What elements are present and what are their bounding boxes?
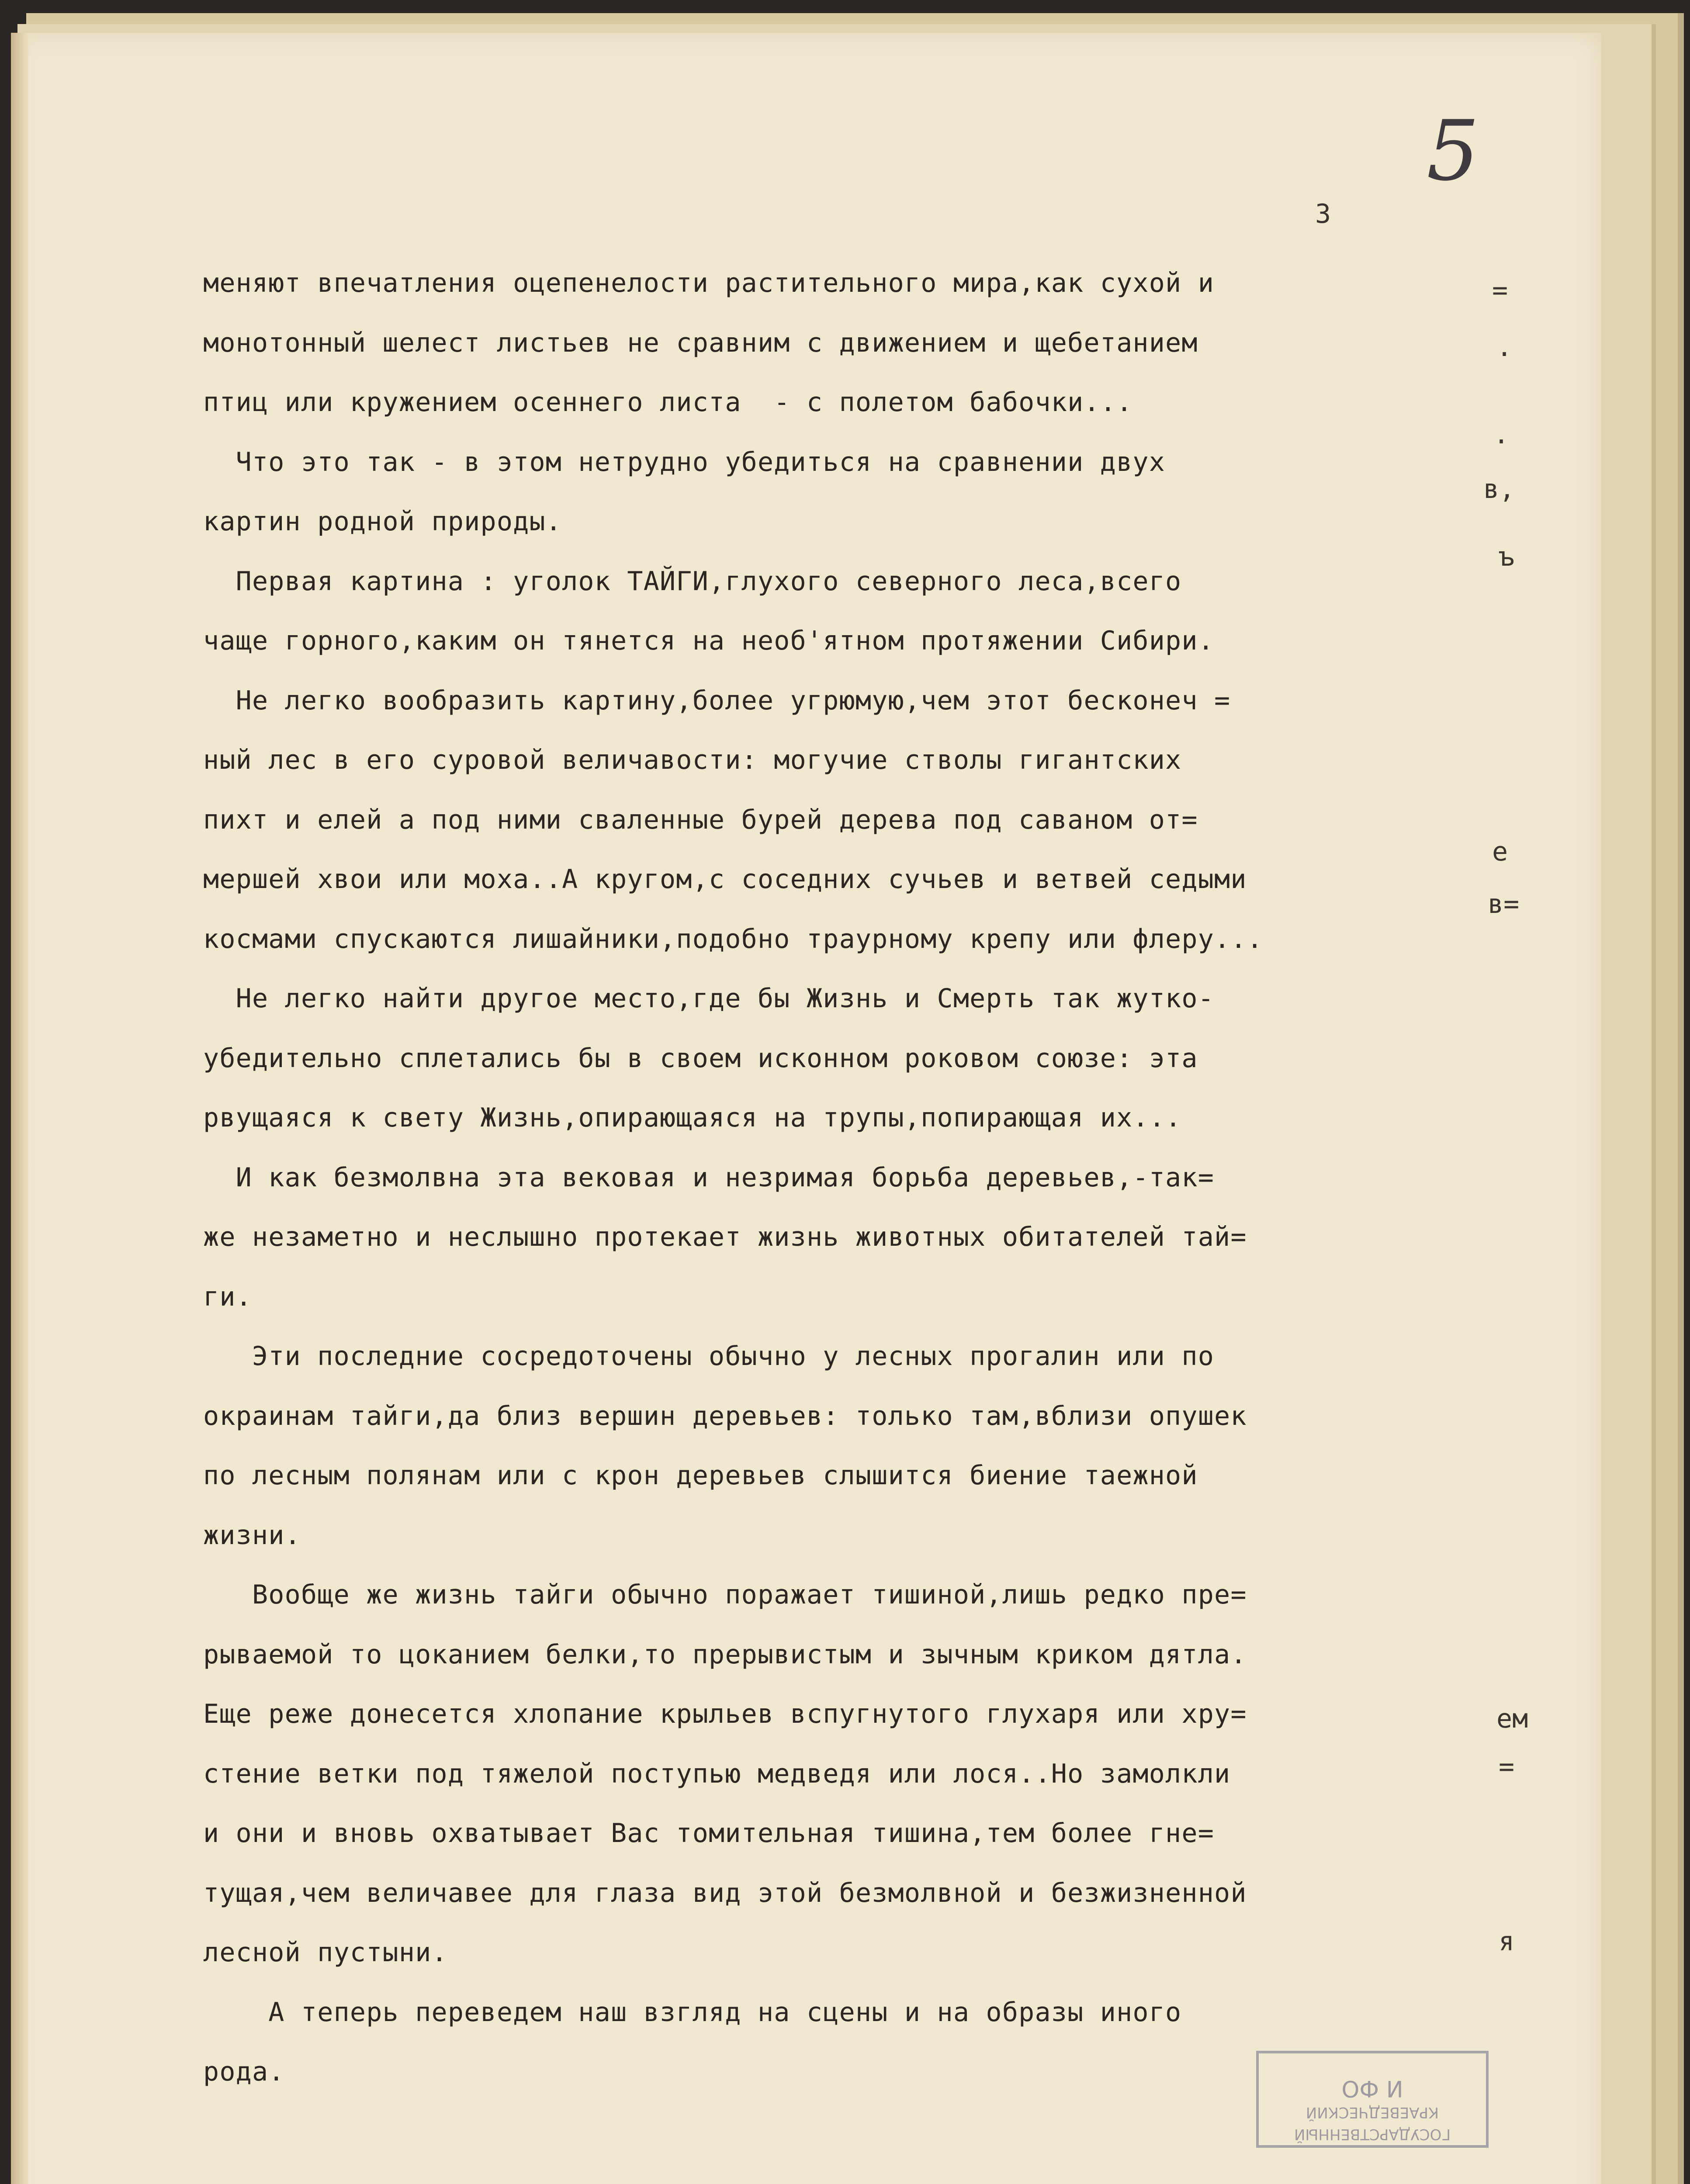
text-line: Вообще же жизнь тайги обычно поражает тишиной,лишь редко пре= [203, 1579, 1247, 1610]
paragraph [203, 969, 1470, 1148]
margin-fragment: . [1496, 332, 1513, 363]
archive-stamp [1256, 2051, 1489, 2148]
text-line: картин родной природы. [203, 506, 562, 537]
stamp-line-1: ГОСУДАРСТВЕННЫЙ [1294, 2125, 1451, 2143]
paragraph [203, 432, 1470, 552]
text-line: меняют впечатления оцепенелости растительного мира,как сухой и [203, 268, 1215, 298]
page-number: 5 [1427, 103, 1479, 199]
paragraph [203, 671, 1470, 969]
text-line: Не легко найти другое место,где бы Жизнь и Смерть так жутко- [203, 983, 1215, 1014]
page-left-edge [11, 33, 28, 2184]
text-line: Еще реже донесется хлопание крыльев вспугнутого глухаря или хру= [203, 1699, 1247, 1729]
body-text [203, 253, 1470, 2102]
text-line: монотонный шелест листьев не сравним с движением и щебетанием [203, 327, 1198, 358]
text-line: Эти последние сосредоточены обычно у лесных прогалин или по [203, 1341, 1215, 1372]
text-line: тущая,чем величавее для глаза вид этой безмолвной и безжизненной [203, 1877, 1247, 1908]
margin-fragment: я [1499, 1926, 1515, 1957]
text-line: и они и вновь охватывает Вас томительная тишина,тем более гне= [203, 1818, 1215, 1849]
margin-fragment: е [1492, 836, 1508, 867]
text-line: Не легко вообразить картину,более угрюмую,чем этот бесконеч = [203, 685, 1231, 716]
text-line: рываемой то цоканием белки,то прерывистым и зычным криком дятла. [203, 1639, 1247, 1670]
text-line: Что это так - в этом нетрудно убедиться на сравнении двух [203, 446, 1166, 477]
paragraph [203, 1148, 1470, 1327]
typewritten-page [11, 33, 1601, 2184]
paragraph [203, 1327, 1470, 1565]
text-line: чаще горного,каким он тянется на необ'ятном протяжении Сибири. [203, 625, 1215, 656]
margin-fragment: в, [1483, 474, 1515, 505]
margin-fragment: ъ [1499, 542, 1515, 572]
text-line: мершей хвои или моха..А кругом,с соседних сучьев и ветвей седыми [203, 864, 1247, 895]
text-line: А теперь переведем наш взгляд на сцены и на образы иного [203, 1997, 1182, 2028]
text-line: ги. [203, 1281, 252, 1312]
stamp-line-3: И ФО [1341, 2075, 1403, 2101]
text-line: И как безмолвна эта вековая и незримая борьба деревьев,-так= [203, 1162, 1215, 1193]
text-line: жизни. [203, 1520, 301, 1551]
paragraph [203, 253, 1470, 432]
text-line: же незаметно и неслышно протекает жизнь животных обитателей тай= [203, 1222, 1247, 1252]
margin-fragment: в= [1488, 889, 1520, 919]
margin-fragment: . [1493, 419, 1510, 450]
text-line: пихт и елей а под ними сваленные бурей дерева под саваном от= [203, 804, 1198, 835]
text-line: лесной пустыни. [203, 1937, 448, 1968]
margin-fragment: = [1492, 275, 1508, 306]
text-line: рода. [203, 2056, 285, 2087]
margin-fragment: ем [1496, 1704, 1528, 1734]
text-line: космами спускаются лишайники,подобно траурному крепу или флеру... [203, 923, 1263, 954]
text-line: по лесным полянам или с крон деревьев слышится биение таежной [203, 1460, 1198, 1491]
paragraph [203, 552, 1470, 671]
text-line: убедительно сплетались бы в своем исконном роковом союзе: эта [203, 1043, 1198, 1074]
text-line: птиц или кружением осеннего листа - с полетом бабочки... [203, 387, 1133, 418]
margin-fragment: = [1499, 1752, 1515, 1782]
text-line: окраинам тайги,да близ вершин деревьев: только там,вблизи опушек [203, 1400, 1247, 1431]
stamp-line-2: КРАЕВЕДЧЕСКИЙ [1306, 2104, 1439, 2121]
top-mark: 3 [1315, 199, 1331, 229]
text-line: Первая картина : уголок ТАЙГИ,глухого северного леса,всего [203, 566, 1182, 597]
text-line: рвущаяся к свету Жизнь,опирающаяся на трупы,попирающая их... [203, 1102, 1182, 1133]
paragraph [203, 1565, 1470, 1983]
text-line: стение ветки под тяжелой поступью медведя или лося..Но замолкли [203, 1758, 1231, 1789]
text-line: ный лес в его суровой величавости: могучие стволы гигантских [203, 745, 1182, 775]
